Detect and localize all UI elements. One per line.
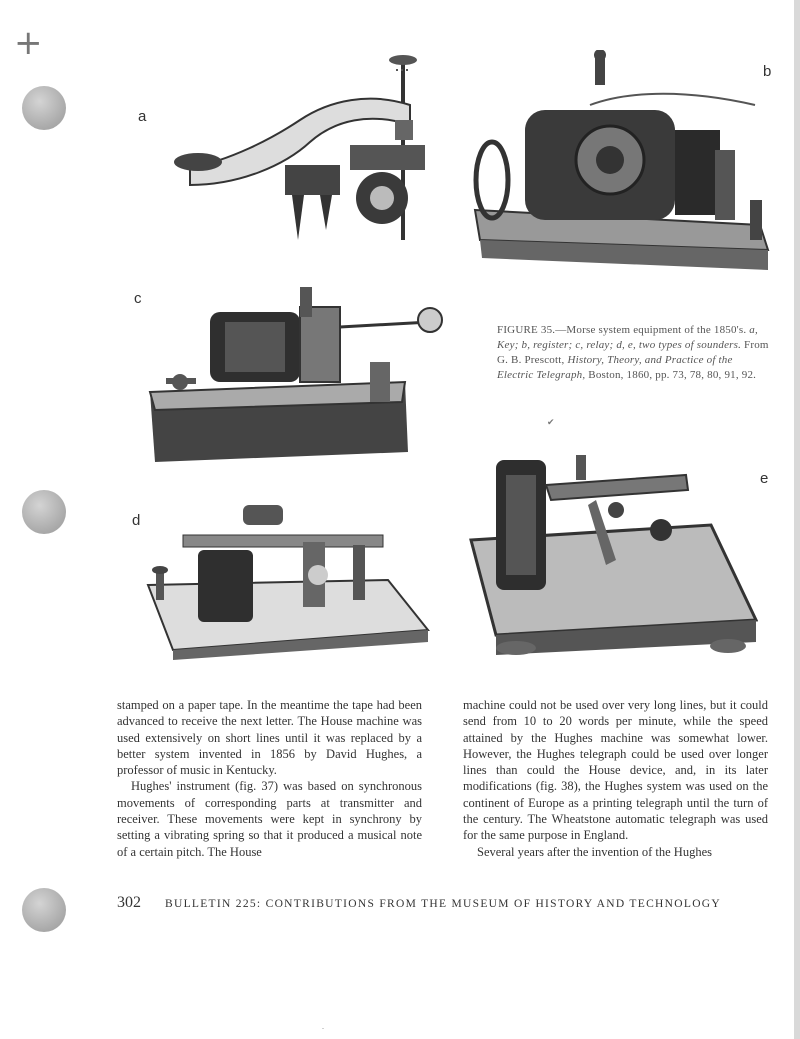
bottom-mark: .: [322, 1022, 324, 1031]
figure-e-sounder: [466, 450, 758, 660]
punch-hole-2: [22, 490, 66, 534]
running-head: BULLETIN 225: CONTRIBUTIONS FROM THE MUSEUM OF HISTORY AND TECHNOLOGY: [165, 898, 722, 910]
caption-source-title: History, Theory, and Practice of the Electric Telegraph,: [497, 354, 733, 381]
caption-lead: FIGURE 35.—Morse system equipment of the 1850's.: [497, 324, 747, 336]
figure-label-c: c: [134, 290, 142, 307]
caption-keys: a, Key; b, register; c, relay; d, e, two types of sounders.: [497, 324, 758, 351]
right-paragraph-2: Several years after the invention of the Hughes: [477, 844, 712, 859]
punch-hole-3: [22, 888, 66, 932]
page-footer: [117, 894, 767, 912]
left-paragraph-1: stamped on a paper tape. In the meantime the tape had been advanced to receive the next letter. The House machine was used extensively on short lines until it was replaced by a better system invented in 1856 by David Hughes, a professor of music in Kentucky.: [117, 698, 422, 778]
figure-label-e: e: [760, 470, 769, 487]
page-number: 302: [117, 894, 141, 911]
figure-c-relay: [140, 282, 445, 468]
right-paragraph-1: machine could not be used over very long lines, but it could send from 10 to 20 words per minute, while the speed attained by the Hughes machine was somewhat lower. However, the Hughes telegraph could be used over longer lines than could the House device, and, in its later modifications (fig. 38), the Hughes system was used on the continent of Europe as a printing telegraph until the turn of the century. The Wheatstone automatic telegraph was used for the same purpose in England.: [463, 698, 768, 843]
left-paragraph-2: Hughes' instrument (fig. 37) was based on synchronous movements of corresponding parts at transmitter and receiver. These movements were kept in synchrony by setting a vibrating spring so that it produced a musical note of a certain pitch. The House: [117, 779, 422, 859]
figure-b-register: [470, 50, 770, 275]
stray-mark: ✔: [547, 417, 555, 427]
figure-caption: [497, 323, 769, 383]
figure-label-b: b: [763, 63, 772, 80]
body-column-right: [463, 697, 768, 860]
figure-d-sounder: [128, 500, 433, 660]
caption-source-suffix: Boston, 1860, pp. 73, 78, 80, 91, 92.: [588, 369, 757, 381]
figure-label-d: d: [132, 512, 141, 529]
punch-hole-1: [22, 86, 66, 130]
caption-source-prefix: From G. B. Prescott,: [497, 339, 769, 366]
figure-a-key: [170, 50, 440, 250]
figure-label-a: a: [138, 108, 147, 125]
pencil-mark: +: [14, 23, 43, 63]
body-column-left: [117, 697, 422, 860]
page-edge: [794, 0, 800, 1039]
